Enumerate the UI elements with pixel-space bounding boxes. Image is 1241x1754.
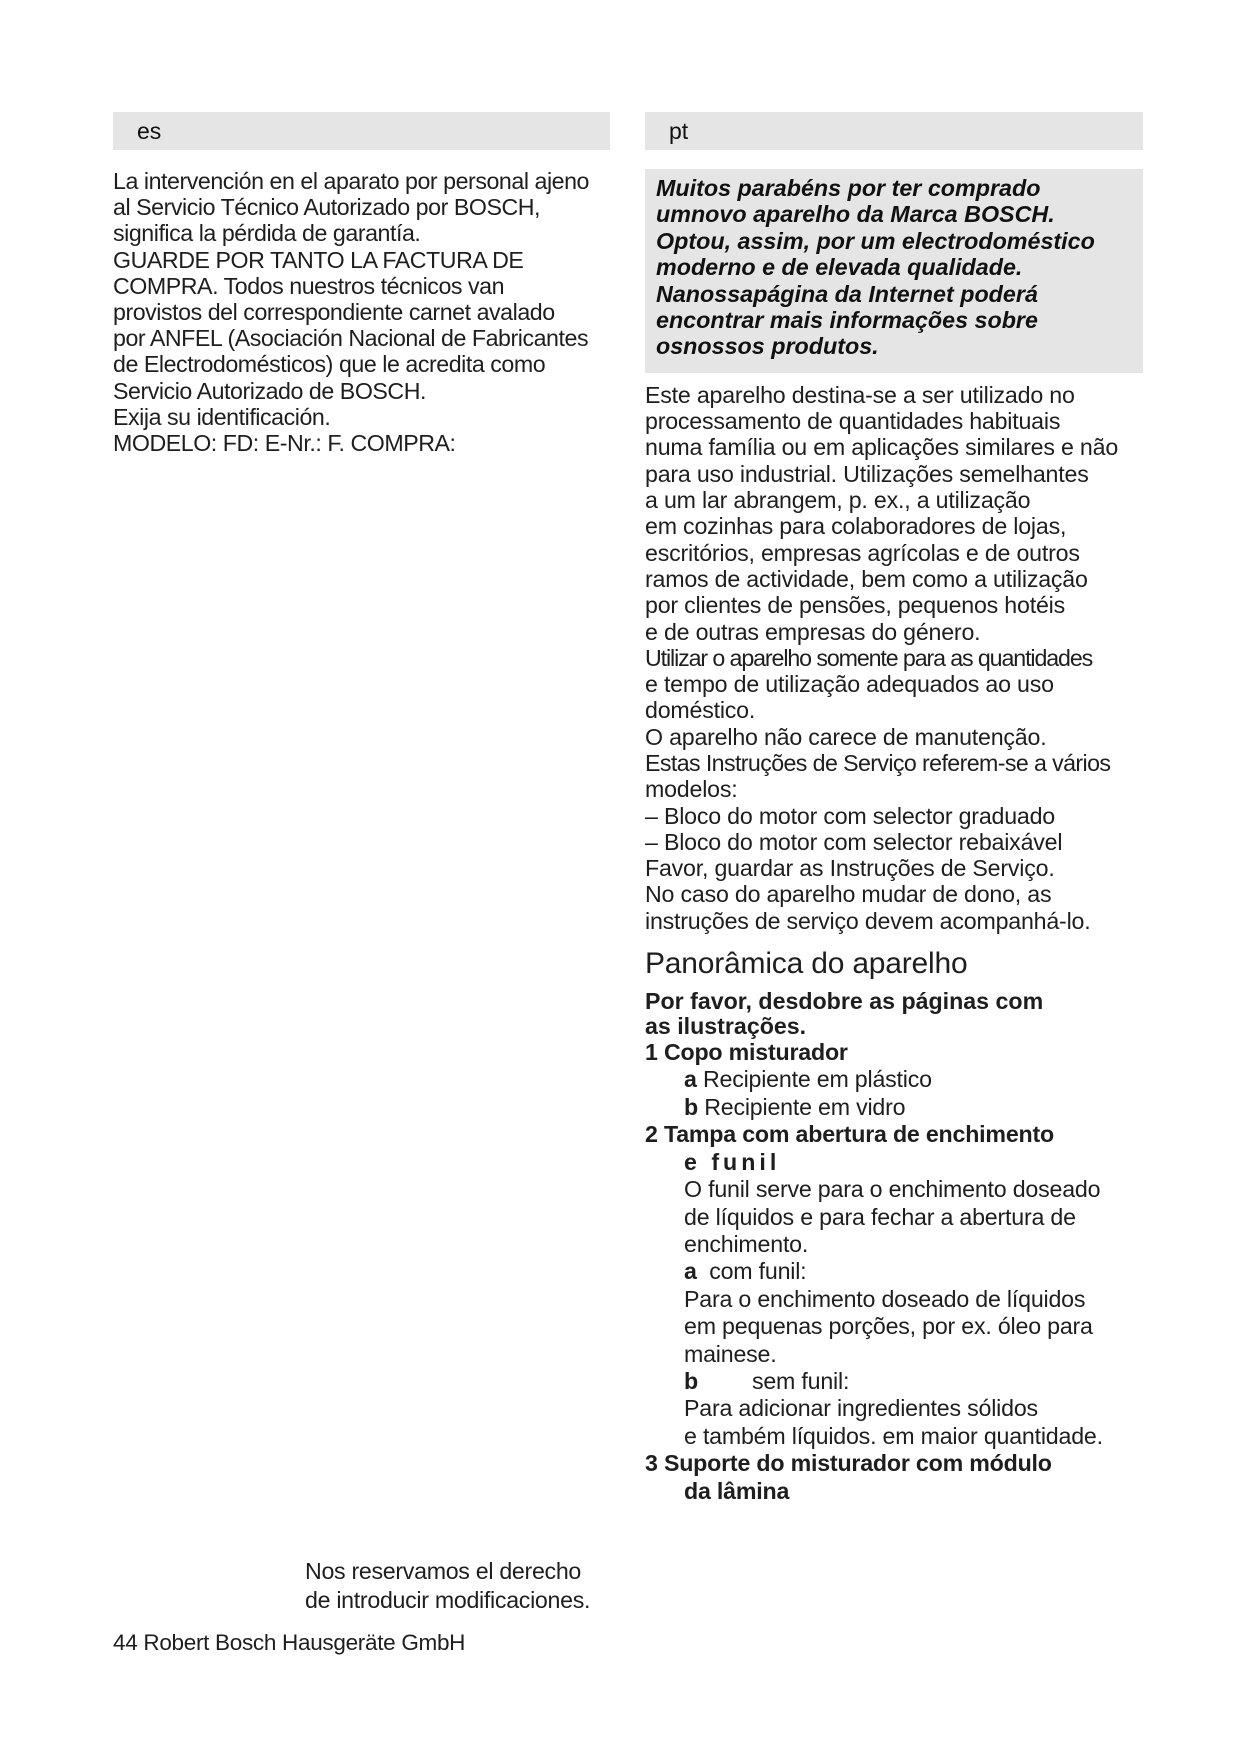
list-subitem-2b xyxy=(645,1368,1143,1395)
item-label: Tampa com abertura de enchimento xyxy=(663,1121,1054,1148)
es-line: provistos del correspondiente carnet avalado xyxy=(113,299,555,326)
subitem-letter: a xyxy=(684,1066,697,1093)
list-subitem-2a xyxy=(645,1258,1143,1285)
subitem-letter: b xyxy=(684,1093,698,1120)
subitem-text: Recipiente em plástico xyxy=(702,1066,932,1093)
item-label-continued: e funil xyxy=(684,1148,781,1175)
body-line: instruções de serviço devem acompanhá-lo. xyxy=(645,907,1091,934)
es-reserve-notice xyxy=(305,1557,590,1615)
body-line: Este aparelho destina-se a ser utilizado no xyxy=(645,381,1075,408)
es-line: GUARDE POR TANTO LA FACTURA DE xyxy=(113,246,524,273)
es-line: por ANFEL (Asociación Nacional de Fabricantes xyxy=(113,325,589,352)
intro-line: Muitos parabéns por ter comprado xyxy=(656,175,1041,201)
es-line: significa la pérdida de garantía. xyxy=(113,220,421,247)
spanish-column xyxy=(113,112,610,456)
item-number: 1 xyxy=(645,1039,658,1066)
subitem-description: e também líquidos. em maior quantidade. xyxy=(684,1422,1103,1449)
section-subheading xyxy=(645,989,1143,1039)
list-subitem-1a xyxy=(645,1066,1143,1093)
list-subitem-1b xyxy=(645,1094,1143,1121)
reserve-line: de introducir modificaciones. xyxy=(305,1587,591,1613)
list-item-3 xyxy=(645,1450,1143,1477)
lang-header-pt: pt xyxy=(645,112,1143,150)
subitem-letter: b xyxy=(684,1367,698,1394)
subitem-description: mainese. xyxy=(684,1340,777,1367)
pt-usage-text xyxy=(645,382,1143,934)
subitem-description: Para adicionar ingredientes sólidos xyxy=(684,1395,1038,1422)
body-line: e de outras empresas do género. xyxy=(645,618,981,645)
body-line: numa família ou em aplicações similares e não xyxy=(645,434,1119,461)
subitem-description: Para o enchimento doseado de líquidos xyxy=(684,1285,1086,1312)
body-line: Estas Instruções de Serviço referem-se a vários xyxy=(645,750,1111,776)
item-label: Suporte do misturador com módulo xyxy=(663,1450,1052,1477)
subitem-text: com funil: xyxy=(709,1258,807,1285)
intro-line: moderno e de elevada qualidade. xyxy=(656,254,1023,281)
es-line: Exija su identificación. xyxy=(113,403,331,430)
intro-line: umnovo aparelho da Marca BOSCH. xyxy=(656,201,1055,228)
item-description: O funil serve para o enchimento doseado xyxy=(684,1176,1101,1203)
body-line: em cozinhas para colaboradores de lojas, xyxy=(645,513,1067,540)
subitem-text: Recipiente em vidro xyxy=(704,1093,906,1120)
body-line: escritórios, empresas agrícolas e de outros xyxy=(645,539,1080,566)
item-label-continued: da lâmina xyxy=(684,1477,790,1504)
es-line: de Electrodomésticos) que le acredita como xyxy=(113,351,546,378)
pt-intro-box xyxy=(645,169,1143,373)
item-description: enchimento. xyxy=(684,1230,809,1257)
body-line: a um lar abrangem, p. ex., a utilização xyxy=(645,487,1031,514)
body-line: ramos de actividade, bem como a utilização xyxy=(645,565,1088,592)
page-footer: 44 Robert Bosch Hausgeräte GmbH xyxy=(113,1630,466,1655)
subitem-text: sem funil: xyxy=(751,1367,850,1394)
subheading-line: Por favor, desdobre as páginas com xyxy=(645,988,1044,1015)
es-model-line: MODELO: FD: E-Nr.: F. COMPRA: xyxy=(113,430,456,457)
intro-line: Nanossapágina da Internet poderá xyxy=(656,280,1038,307)
body-line: para uso industrial. Utilizações semelhantes xyxy=(645,460,1089,487)
body-line: doméstico. xyxy=(645,697,756,724)
body-line: No caso do aparelho mudar de dono, as xyxy=(645,881,1052,908)
subitem-description: em pequenas porções, por ex. óleo para xyxy=(684,1313,1093,1340)
es-line: La intervención en el aparato por personal ajeno xyxy=(113,168,589,194)
body-line: e tempo de utilização adequados ao uso xyxy=(645,671,1054,698)
item-number: 2 xyxy=(645,1121,658,1148)
parts-list xyxy=(645,1039,1143,1505)
intro-line: encontrar mais informações sobre xyxy=(656,307,1038,334)
body-line: Favor, guardar as Instruções de Serviço. xyxy=(645,855,1055,882)
subheading-line: as ilustrações. xyxy=(645,1013,807,1040)
item-description: de líquidos e para fechar a abertura de xyxy=(684,1203,1076,1230)
body-line: – Bloco do motor com selector graduado xyxy=(645,802,1056,829)
es-line: Servicio Autorizado de BOSCH. xyxy=(113,377,427,404)
es-line: al Servicio Técnico Autorizado por BOSCH, xyxy=(113,194,541,221)
intro-line: Optou, assim, por um electrodoméstico xyxy=(656,227,1095,254)
item-number: 3 xyxy=(645,1450,658,1477)
portuguese-column xyxy=(645,112,1143,1505)
intro-line: osnossos produtos. xyxy=(656,333,879,360)
body-line: – Bloco do motor com selector rebaixável xyxy=(645,828,1063,855)
body-line: por clientes de pensões, pequenos hotéis xyxy=(645,592,1065,619)
reserve-line: Nos reservamos el derecho xyxy=(305,1558,582,1584)
subitem-letter: a xyxy=(684,1258,697,1285)
lang-header-es: es xyxy=(113,112,610,150)
list-item-1 xyxy=(645,1039,1143,1066)
body-line: O aparelho não carece de manutenção. xyxy=(645,723,1047,750)
item-label: Copo misturador xyxy=(663,1039,848,1066)
list-item-2 xyxy=(645,1121,1143,1148)
body-line: processamento de quantidades habituais xyxy=(645,408,1061,435)
section-heading: Panorâmica do aparelho xyxy=(645,947,968,981)
body-line: modelos: xyxy=(645,776,738,803)
es-warranty-text xyxy=(113,168,610,456)
es-line: COMPRA. Todos nuestros técnicos van xyxy=(113,272,505,299)
body-line: Utilizar o aparelho somente para as quantidades xyxy=(645,644,1093,671)
